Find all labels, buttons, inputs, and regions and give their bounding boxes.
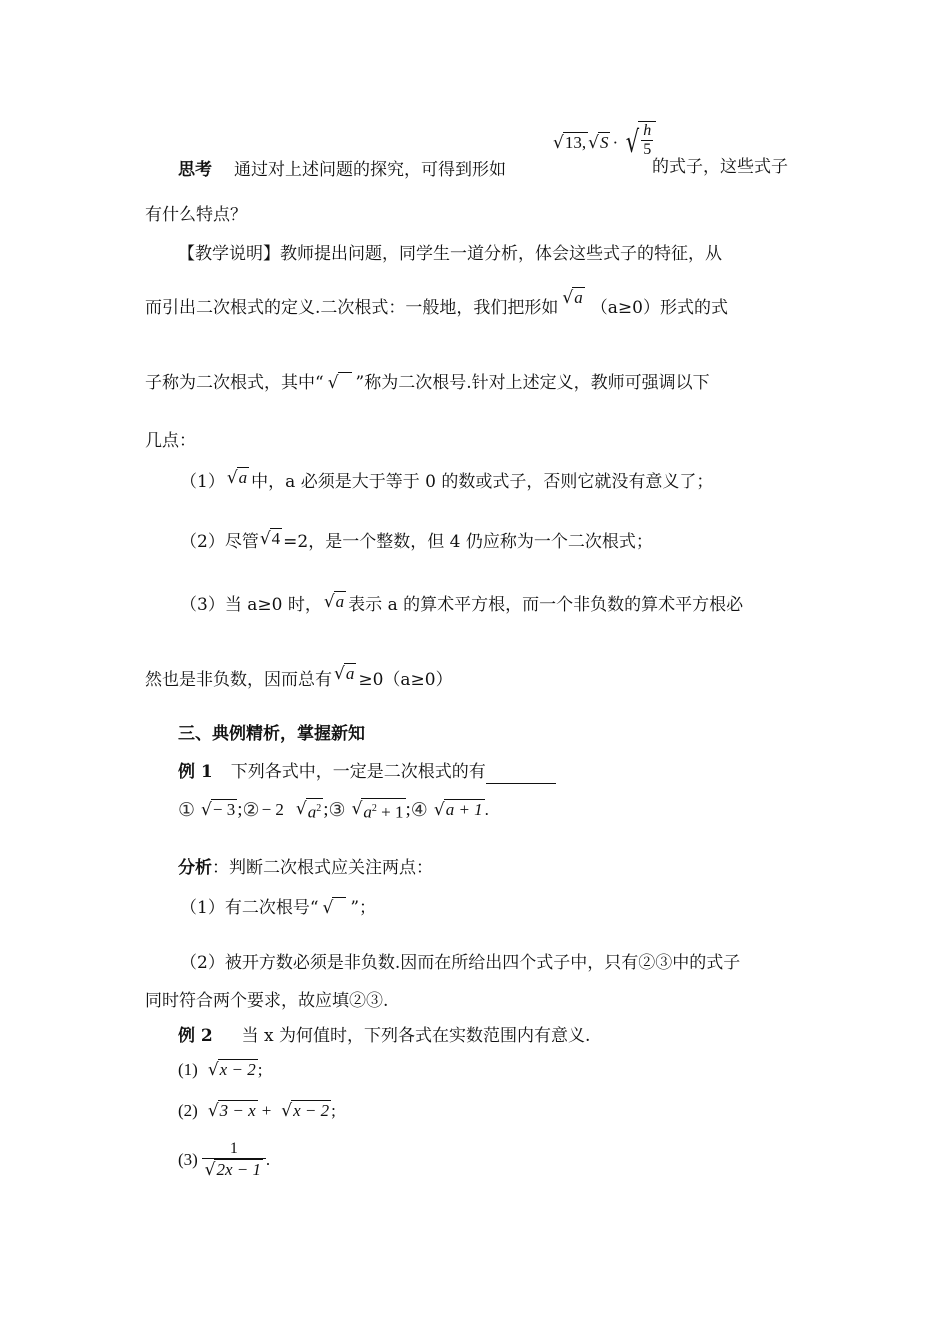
think-text-b: 的式子，这些式子 (652, 157, 788, 177)
sqrt-a-p3c: √ a (334, 664, 355, 684)
radical-sign: √ (328, 372, 352, 394)
q2-expr-2: √ x − 2 (281, 1101, 330, 1121)
dot-sep: · (612, 133, 619, 152)
think-formula (553, 118, 656, 168)
teach-line-1: 【教学说明】教师提出问题，同学生一道分析，体会这些式子的特征，从 (178, 244, 722, 264)
sqrt-a-p1: √ a (226, 468, 248, 488)
example-2-label: 例 2 (178, 1026, 213, 1046)
sqrt-4: √ 4 (259, 529, 281, 549)
analysis-2: （2）被开方数必须是非负数.因而在所给出四个式子中，只有②③中的式子 (180, 953, 741, 973)
sqrt-a-p3: √ a (323, 592, 345, 612)
teach-line-2: 而引出二次根式的定义.二次根式：一般地，我们把形如 √ a （a≥0）形式的式 (145, 288, 728, 318)
answer-blank (486, 767, 556, 784)
point-2: （2）尽管 √ 4 =2，是一个整数，但 4 仍应称为一个二次根式； (180, 529, 653, 552)
teach-line-3: 子称为二次根式，其中“ √ ”称为二次根号.针对上述定义，教师可强调以下 (145, 373, 710, 393)
sqrt-a: √ a (562, 288, 583, 308)
example-2-q1: (1) √ x − 2 ; (178, 1060, 263, 1080)
option-3-expr: √ $a^2 + 1$ (351, 798, 404, 822)
sqrt-s: √ S (588, 133, 609, 153)
radical-sign-2: √ (323, 897, 347, 919)
think-text-a: 通过对上述问题的探究，可得到形如 (234, 160, 506, 180)
q1-expr: √ x − 2 (207, 1060, 256, 1080)
example-2: 例 2 当 x 为何值时，下列各式在实数范围内有意义. (178, 1026, 591, 1046)
point-1: （1） √ a 中，a 必须是大于等于 0 的数或式子，否则它就没有意义了； (180, 468, 714, 492)
option-4-expr: √ a + 1 (433, 800, 483, 820)
example-2-q3: (3) 1 √ 2x − 1 . (178, 1139, 271, 1180)
q3-fraction: 1 √ 2x − 1 (202, 1140, 266, 1181)
think-label: 思考 (178, 160, 212, 180)
example-1: 例 1 下列各式中，一定是二次根式的有 (178, 760, 556, 784)
example-2-q2: (2) √ 3 − x + √ x − 2 ; (178, 1101, 336, 1121)
section-3-title: 三、典例精析，掌握新知 (178, 724, 365, 744)
analysis-head: 分析：判断二次根式应关注两点： (178, 858, 433, 878)
point-3: （3）当 a≥0 时， √ a 表示 a 的算术平方根，而一个非负数的算术平方根必 (180, 592, 744, 615)
q3-denominator: √ 2x − 1 (204, 1159, 262, 1180)
think-text-c: 有什么特点？ (145, 205, 247, 225)
example-1-options: ① √ − 3 ; ② − 2 √ $a^2$ ; ③ √ $a^2 + 1$ ; ④ √ a + 1 . (178, 798, 489, 822)
analysis-1: （1）有二次根号“ √ ”； (180, 898, 377, 918)
teach-line-4: 几点： (145, 431, 196, 451)
sqrt-h-over-5: √ $\frac{h}{5}$ (620, 121, 656, 165)
q2-expr-1: √ 3 − x (207, 1101, 256, 1121)
example-1-label: 例 1 (178, 762, 213, 782)
analysis-label: 分析 (178, 858, 212, 878)
analysis-3: 同时符合两个要求，故应填②③. (145, 991, 389, 1011)
sqrt-13: √ 13, (553, 133, 587, 153)
option-1-expr: √ − 3 (201, 800, 236, 820)
option-2-expr: √ $a^2$ (295, 798, 322, 822)
think-line-1 (178, 150, 506, 190)
point-3-cont: 然也是非负数，因而总有 √ a ≥0（a≥0） (145, 664, 453, 690)
